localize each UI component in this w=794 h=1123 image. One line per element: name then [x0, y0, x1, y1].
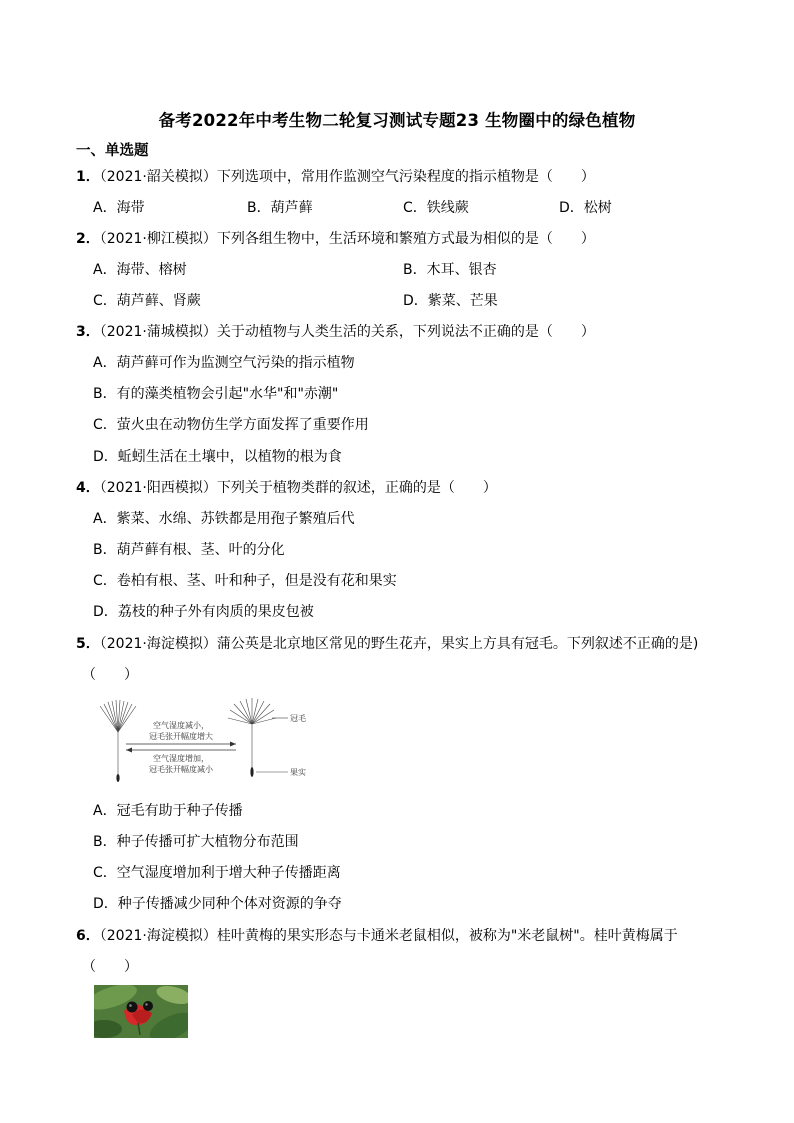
question-number: 5．	[76, 636, 100, 652]
question-number: 3．	[76, 324, 100, 340]
question-text: （2021·韶关模拟）下列选项中，常用作监测空气污染程度的指示植物是（ ）	[99, 169, 595, 185]
question-2	[76, 228, 595, 248]
option: A．海带、榕树	[93, 262, 187, 278]
question-text: （2021·海淀模拟）蒲公英是北京地区常见的野生花卉，果实上方具有冠毛。下列叙述不正确的是)	[99, 636, 699, 652]
question-3	[76, 321, 595, 341]
question-text: （2021·蒲城模拟）关于动植物与人类生活的关系，下列说法不正确的是（ ）	[99, 324, 595, 340]
option: A．海带	[93, 200, 145, 216]
option: B．葫芦藓有根、茎、叶的分化	[93, 542, 285, 558]
option: A．冠毛有助于种子传播	[93, 803, 243, 819]
figure-label-bottom-2: 冠毛张开幅度减小	[149, 765, 213, 774]
option: D．种子传播减少同种个体对资源的争夺	[93, 896, 342, 912]
option: C．葫芦藓、肾蕨	[93, 293, 201, 309]
option: C．空气湿度增加利于增大种子传播距离	[93, 865, 341, 881]
question-6	[76, 925, 678, 945]
question-text: （2021·阳西模拟）下列关于植物类群的叙述，正确的是（ ）	[99, 480, 497, 496]
option: B．种子传播可扩大植物分布范围	[93, 834, 299, 850]
question-number: 2．	[76, 231, 100, 247]
option: D．紫菜、芒果	[403, 293, 498, 309]
figure-label-bottom-1: 空气湿度增加，	[153, 754, 209, 763]
figure-label-pappus: 冠毛	[290, 714, 306, 723]
option: A．紫菜、水绵、苏铁都是用孢子繁殖后代	[93, 511, 355, 527]
option: D．蚯蚓生活在土壤中，以植物的根为食	[93, 449, 342, 465]
option: B．有的藻类植物会引起"水华"和"赤潮"	[93, 386, 339, 402]
figure-label-fruit: 果实	[290, 768, 306, 777]
option: C．铁线蕨	[403, 200, 469, 216]
section-heading: 一、单选题	[76, 143, 149, 159]
option: A．葫芦藓可作为监测空气污染的指示植物	[93, 355, 355, 371]
question-text: （2021·柳江模拟）下列各组生物中，生活环境和繁殖方式最为相似的是（ ）	[99, 231, 595, 247]
question-number: 4．	[76, 480, 100, 496]
option: C．萤火虫在动物仿生学方面发挥了重要作用	[93, 417, 369, 433]
page-title: 备考2022年中考生物二轮复习测试专题23 生物圈中的绿色植物	[158, 111, 636, 130]
figure-label-top-1: 空气湿度减小，	[153, 721, 209, 730]
option: D．荔枝的种子外有肉质的果皮包被	[93, 604, 314, 620]
option: C．卷柏有根、茎、叶和种子，但是没有花和果实	[93, 573, 397, 589]
option: D．松树	[559, 200, 612, 216]
question-number: 6．	[76, 928, 100, 944]
mickey-mouse-plant-photo	[94, 985, 188, 1038]
question-4	[76, 477, 497, 497]
dandelion-figure	[96, 698, 336, 788]
option: B．葫芦藓	[247, 200, 313, 216]
question-text: （2021·海淀模拟）桂叶黄梅的果实形态与卡通米老鼠相似，被称为"米老鼠树"。桂叶黄梅属于	[99, 928, 678, 944]
question-5	[76, 633, 698, 653]
question-1	[76, 166, 595, 186]
figure-label-top-2: 冠毛张开幅度增大	[149, 732, 213, 741]
answer-paren: （ ）	[82, 667, 138, 683]
answer-paren: （ ）	[82, 959, 138, 975]
question-number: 1．	[76, 169, 100, 185]
option: B．木耳、银杏	[403, 262, 497, 278]
